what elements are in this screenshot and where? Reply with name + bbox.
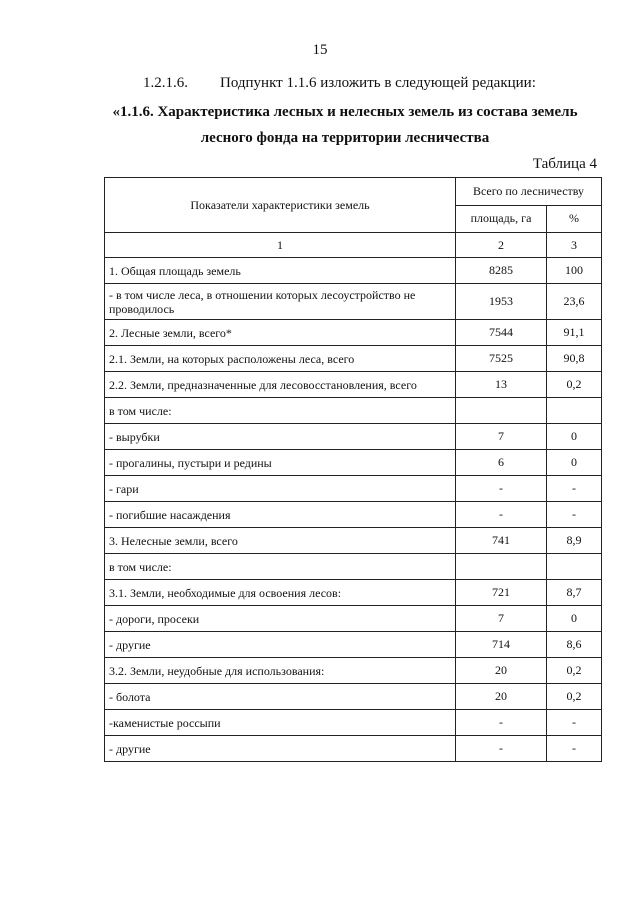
row-pct: -: [547, 736, 602, 762]
row-area: -: [456, 476, 547, 502]
row-area: 6: [456, 450, 547, 476]
row-label: - прогалины, пустыри и редины: [105, 450, 456, 476]
row-pct: 100: [547, 258, 602, 284]
table-row: [105, 528, 602, 554]
header-indicator: Показатели характеристики земель: [105, 178, 456, 233]
table-row: [105, 632, 602, 658]
row-area: -: [456, 502, 547, 528]
column-number: 1: [105, 233, 456, 258]
row-pct: 0,2: [547, 372, 602, 398]
header-area: площадь, га: [456, 205, 547, 233]
column-number: 3: [547, 233, 602, 258]
table-row: [105, 450, 602, 476]
row-area: 7544: [456, 320, 547, 346]
section-heading-line2: лесного фонда на территории лесничества: [200, 130, 490, 146]
row-label: -каменистые россыпи: [105, 710, 456, 736]
table-row: [105, 346, 602, 372]
row-pct: -: [547, 476, 602, 502]
row-label: 3. Нелесные земли, всего: [105, 528, 456, 554]
row-pct: 91,1: [547, 320, 602, 346]
row-label: в том числе:: [105, 398, 456, 424]
table-row: [105, 320, 602, 346]
subpoint-number: 1.2.1.6.: [143, 75, 188, 91]
row-area: 1953: [456, 284, 547, 320]
row-area: 7: [456, 424, 547, 450]
row-pct: 0,2: [547, 684, 602, 710]
row-label: - вырубки: [105, 424, 456, 450]
table-row: [105, 476, 602, 502]
row-area: 8285: [456, 258, 547, 284]
table-row: [105, 398, 602, 424]
subpoint-line: [143, 75, 536, 92]
row-area: 714: [456, 632, 547, 658]
row-label: 2.2. Земли, предназначенные для лесовосстановления, всего: [105, 372, 456, 398]
row-area: 13: [456, 372, 547, 398]
section-heading-line1: «1.1.6. Характеристика лесных и нелесных земель из состава земель: [112, 104, 578, 120]
row-pct: 8,9: [547, 528, 602, 554]
table-row: [105, 372, 602, 398]
table-label: Таблица 4: [532, 156, 597, 172]
row-label: - гари: [105, 476, 456, 502]
table-row: [105, 736, 602, 762]
row-pct: 23,6: [547, 284, 602, 320]
row-area: -: [456, 736, 547, 762]
table-row: [105, 424, 602, 450]
row-area: 20: [456, 658, 547, 684]
row-label: 3.1. Земли, необходимые для освоения лесов:: [105, 580, 456, 606]
row-area: 7: [456, 606, 547, 632]
row-area: 741: [456, 528, 547, 554]
row-pct: [547, 554, 602, 580]
row-area: [456, 398, 547, 424]
subpoint-text: Подпункт 1.1.6 изложить в следующей редакции:: [220, 75, 536, 91]
row-label: - другие: [105, 632, 456, 658]
row-area: [456, 554, 547, 580]
row-pct: 0: [547, 450, 602, 476]
land-characteristics-table: [104, 177, 602, 762]
row-label: - дороги, просеки: [105, 606, 456, 632]
row-area: 20: [456, 684, 547, 710]
row-label: - в том числе леса, в отношении которых лесоустройство не проводилось: [105, 284, 456, 320]
row-label: 2. Лесные земли, всего*: [105, 320, 456, 346]
row-pct: -: [547, 502, 602, 528]
table-row: [105, 684, 602, 710]
row-area: 7525: [456, 346, 547, 372]
table-row: [105, 580, 602, 606]
table-row: [105, 606, 602, 632]
row-area: 721: [456, 580, 547, 606]
header-group: Всего по лесничеству: [456, 178, 602, 206]
table-row: [105, 502, 602, 528]
column-number: 2: [456, 233, 547, 258]
row-area: -: [456, 710, 547, 736]
row-label: - болота: [105, 684, 456, 710]
row-label: 2.1. Земли, на которых расположены леса, всего: [105, 346, 456, 372]
row-pct: 8,7: [547, 580, 602, 606]
row-label: в том числе:: [105, 554, 456, 580]
row-label: 3.2. Земли, неудобные для использования:: [105, 658, 456, 684]
row-pct: [547, 398, 602, 424]
column-number-row: [105, 233, 602, 258]
row-pct: 0,2: [547, 658, 602, 684]
header-pct: %: [547, 205, 602, 233]
row-pct: 90,8: [547, 346, 602, 372]
row-label: 1. Общая площадь земель: [105, 258, 456, 284]
table-row: [105, 284, 602, 320]
page-number: 15: [312, 42, 328, 58]
table-row: [105, 710, 602, 736]
row-pct: 0: [547, 424, 602, 450]
row-pct: 8,6: [547, 632, 602, 658]
row-pct: 0: [547, 606, 602, 632]
table-row: [105, 658, 602, 684]
row-label: - погибшие насаждения: [105, 502, 456, 528]
row-pct: -: [547, 710, 602, 736]
row-label: - другие: [105, 736, 456, 762]
table-row: [105, 554, 602, 580]
table-row: [105, 258, 602, 284]
